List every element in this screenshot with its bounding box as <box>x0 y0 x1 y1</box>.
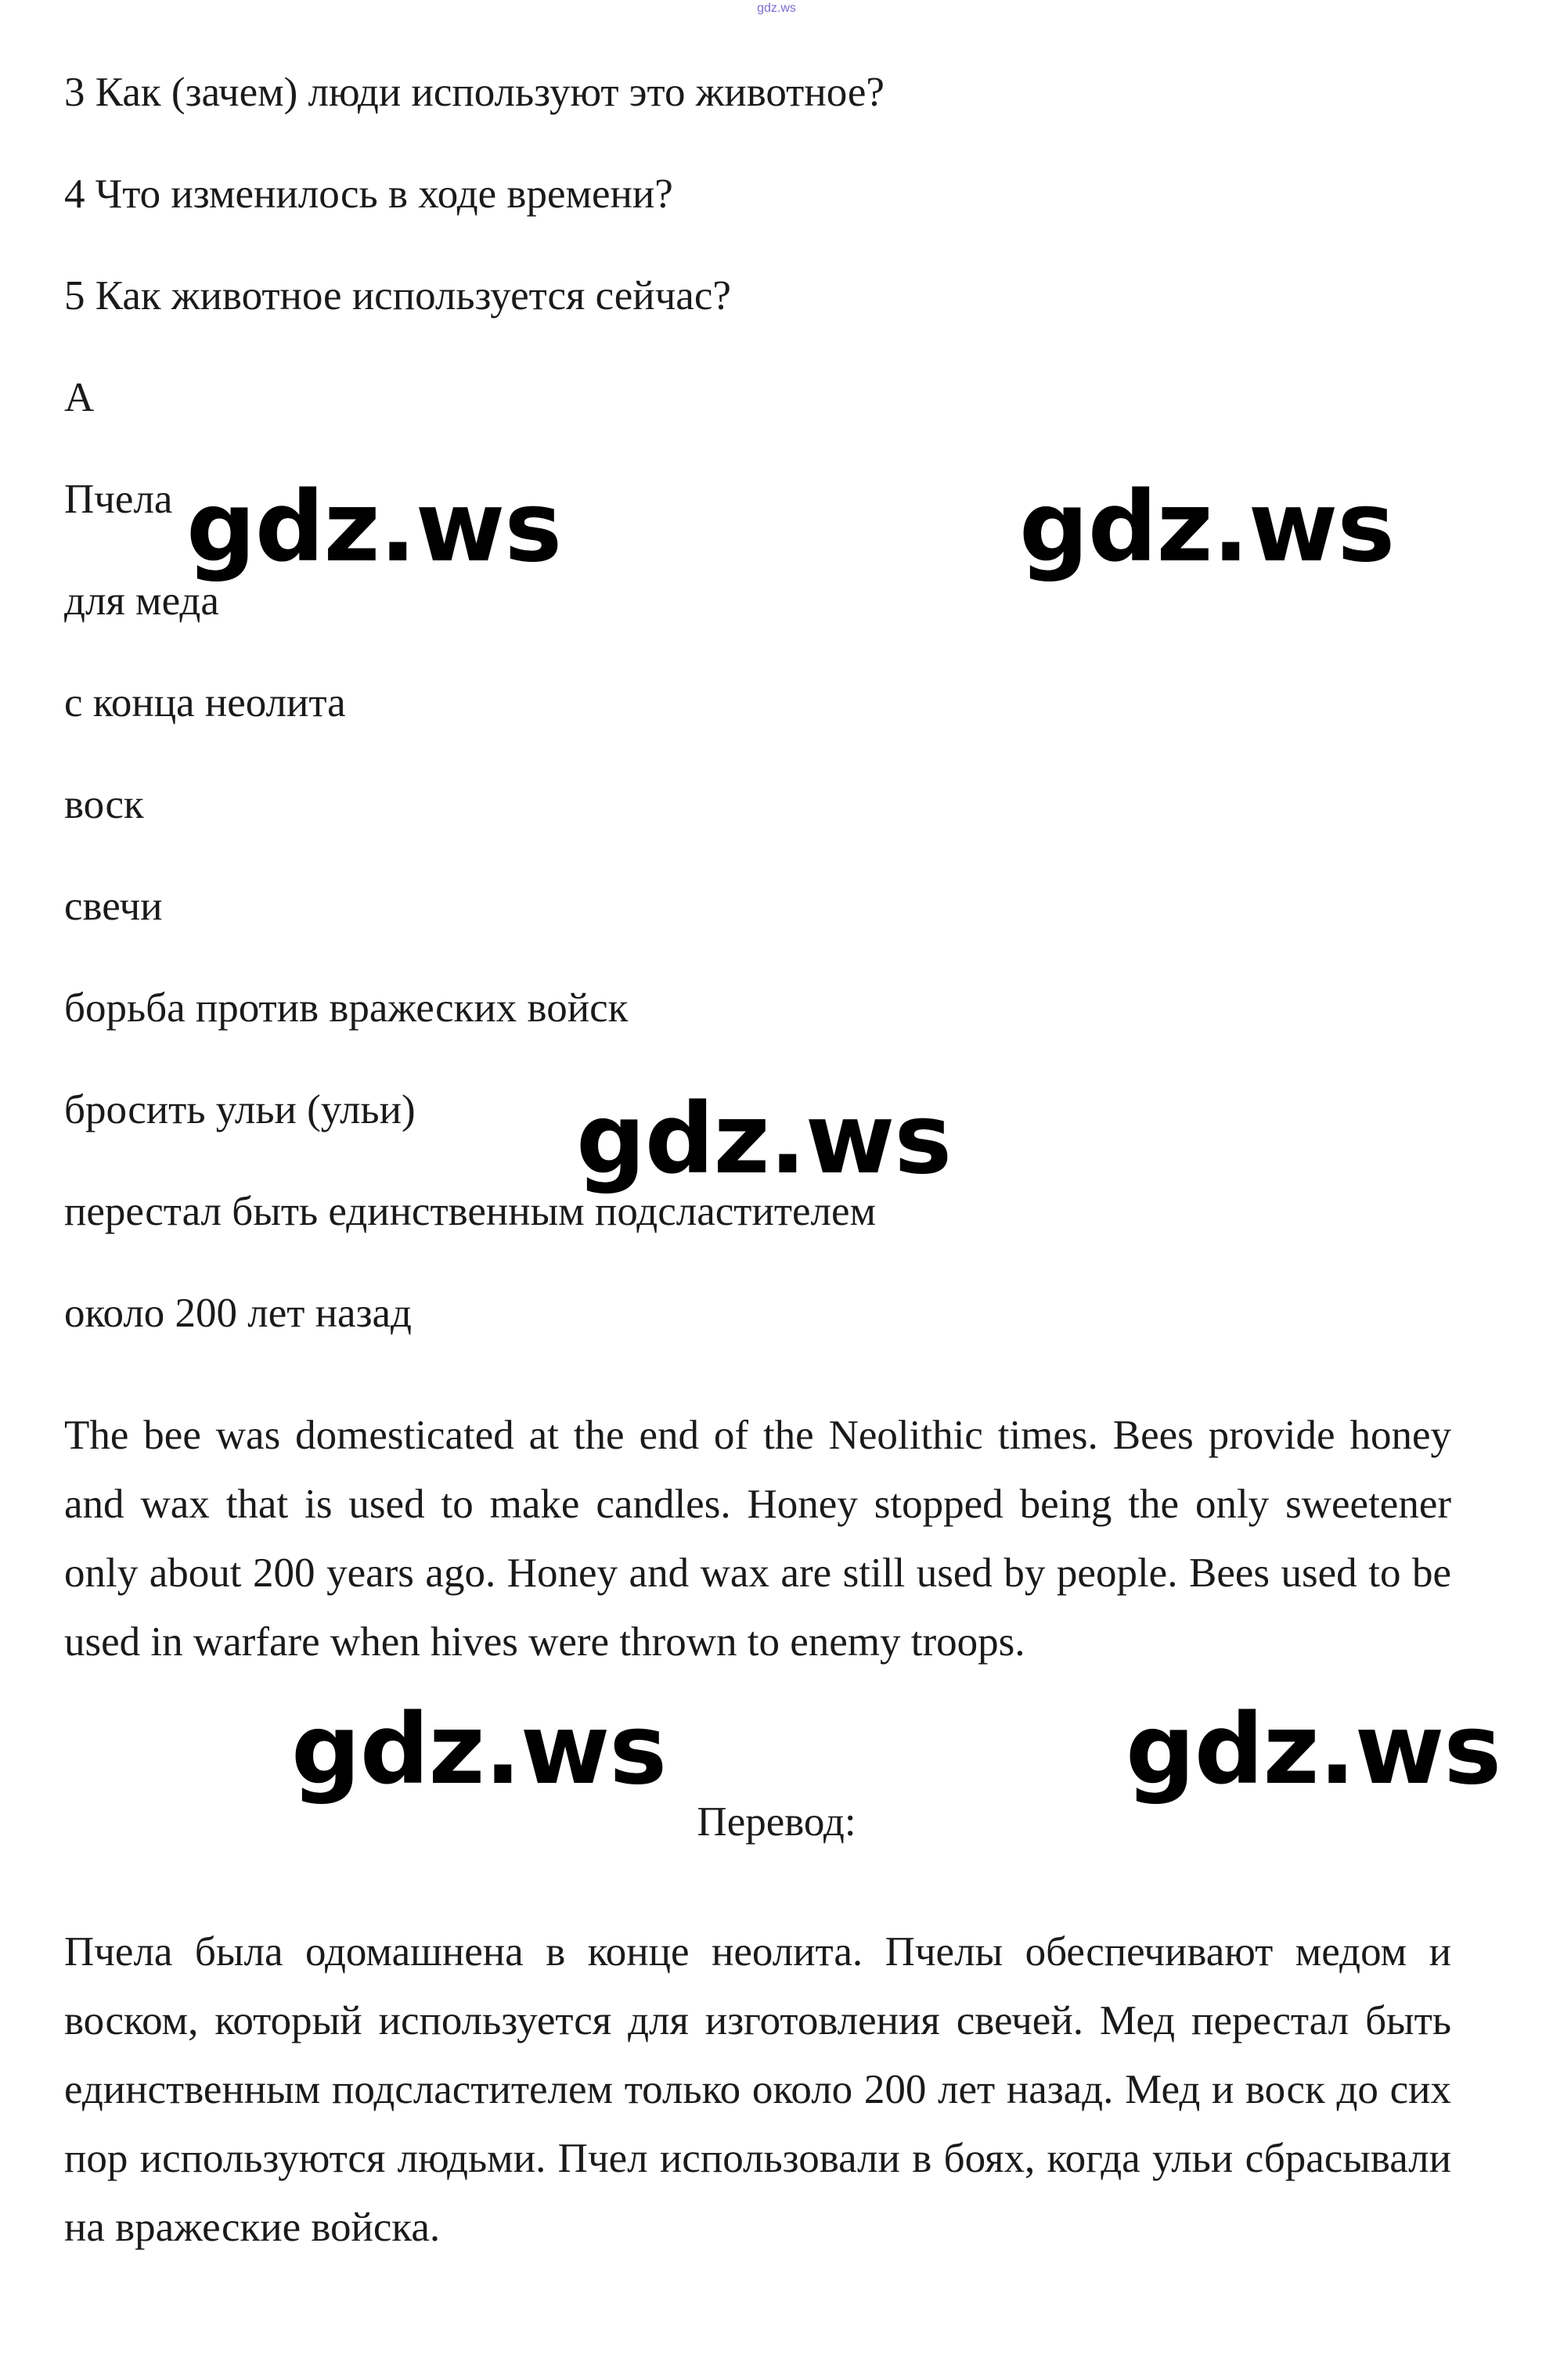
watermark-text: gdz.ws <box>1019 471 1395 584</box>
answer-item: Пчела <box>64 477 173 522</box>
answer-item: свечи <box>64 884 163 929</box>
translation-heading: Перевод: <box>697 1799 856 1845</box>
question-5: 5 Как животное используется сейчас? <box>64 273 731 319</box>
english-paragraph: The bee was domesticated at the end of the Neolithic times. Bees provide honey and wax that is used to make candles. Honey stopped being the only sweetener only about 200 years ago. Honey and wax are still used by people. Bees used to be used in warfare when hives were thrown to enemy troops. <box>64 1413 1451 1665</box>
translation-paragraph: Пчела была одомашнена в конце неолита. Пчелы обеспечивают медом и воском, который используется для изготовления свечей. Мед перестал быть единственным подсластителем только около 200 лет назад. Мед и воск до сих пор используются людьми. Пчел использовали в боях, когда ульи сбрасывали на вражеские войска. <box>64 1929 1451 2250</box>
answer-item: борьба против вражеских войск <box>64 985 629 1031</box>
watermark-text: gdz.ws <box>291 1694 667 1806</box>
answer-item: бросить ульи (ульи) <box>64 1087 416 1132</box>
answer-item: перестал быть единственным подсластителем <box>64 1189 877 1234</box>
watermark-text: gdz.ws <box>186 471 562 584</box>
answer-label: A <box>64 375 95 420</box>
watermark-text: gdz.ws <box>576 1083 952 1196</box>
header-site-mark: gdz.ws <box>757 2 796 15</box>
question-4: 4 Что изменилось в ходе времени? <box>64 171 673 217</box>
answer-item: воск <box>64 782 144 827</box>
answer-item: для меда <box>64 578 219 624</box>
question-3: 3 Как (зачем) люди используют это животное? <box>64 70 885 115</box>
watermark-text: gdz.ws <box>1126 1694 1501 1806</box>
answer-item: с конца неолита <box>64 680 346 726</box>
answer-item: около 200 лет назад <box>64 1291 413 1336</box>
